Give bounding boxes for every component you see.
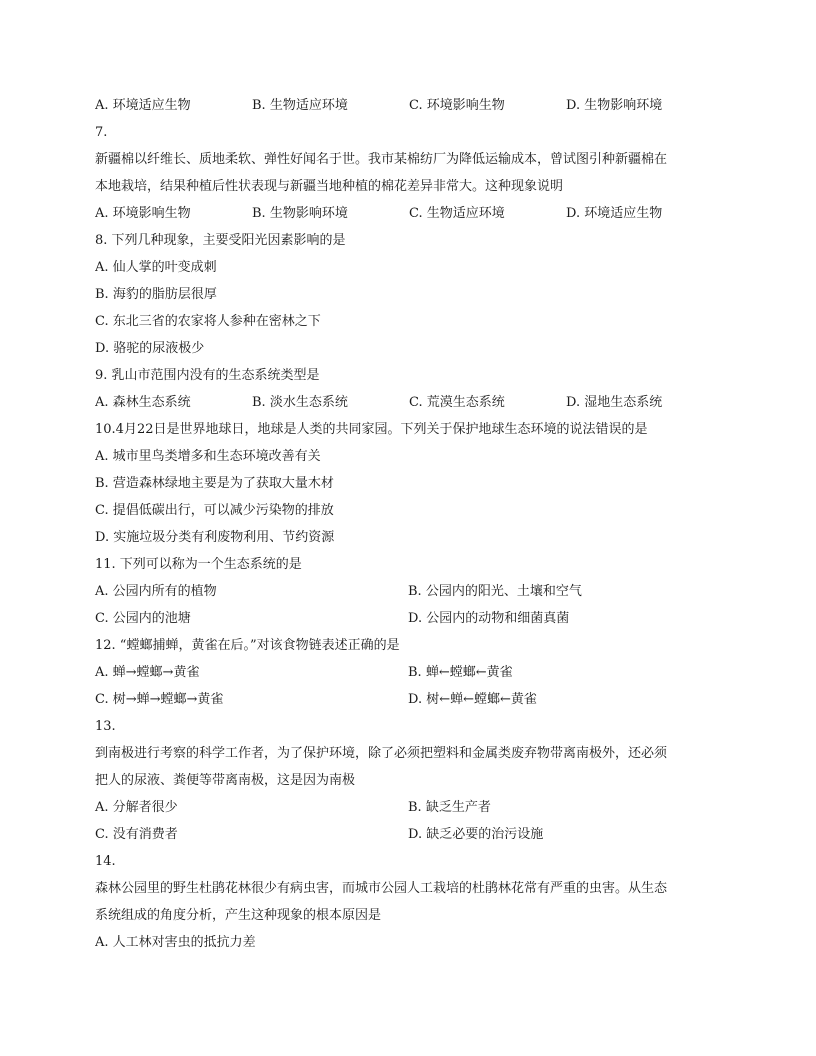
- q8-option-d: D. 骆驼的尿液极少: [95, 341, 205, 356]
- q9-option-a: A. 森林生态系统: [95, 395, 191, 410]
- q12-option-d: D. 树←蝉←螳螂←黄雀: [408, 692, 537, 707]
- q11-option-d: D. 公园内的动物和细菌真菌: [408, 611, 570, 626]
- q14-stem-line-1: 森林公园里的野生杜鹃花林很少有病虫害，而城市公园人工栽培的杜鹃林花常有严重的虫害。从生态: [95, 881, 668, 896]
- q12-option-b: B. 蝉←螳螂←黄雀: [408, 665, 513, 680]
- q8-option-b: B. 海豹的脂肪层很厚: [95, 287, 217, 302]
- exam-page: [95, 92, 725, 956]
- q10-option-d: D. 实施垃圾分类有利废物利用、节约资源: [95, 530, 335, 545]
- q7-option-b: B. 生物影响环境: [252, 206, 348, 221]
- q11-stem: 11. 下列可以称为一个生态系统的是: [95, 557, 302, 572]
- q12-options-row-1: [95, 659, 725, 686]
- q9-option-d: D. 湿地生态系统: [566, 395, 663, 410]
- q6-option-b: B. 生物适应环境: [252, 98, 348, 113]
- q9-stem: 9. 乳山市范围内没有的生态系统类型是: [95, 368, 320, 383]
- q8-option-c: C. 东北三省的农家将人参种在密林之下: [95, 314, 321, 329]
- q9-option-b: B. 淡水生态系统: [252, 395, 348, 410]
- q12-options-row-2: [95, 686, 725, 713]
- q12-option-c: C. 树→蝉→螳螂→黄雀: [95, 692, 224, 707]
- q9-options: [95, 389, 725, 416]
- q11-option-c: C. 公园内的池塘: [95, 611, 191, 626]
- q10-option-b: B. 营造森林绿地主要是为了获取大量木材: [95, 476, 334, 491]
- q14-option-a: A. 人工林对害虫的抵抗力差: [95, 935, 256, 950]
- q13-options-row-1: [95, 794, 725, 821]
- q10-stem: 10.4月22日是世界地球日，地球是人类的共同家园。下列关于保护地球生态环境的说法错误的是: [95, 422, 648, 437]
- q13-stem-line-1: 到南极进行考察的科学工作者，为了保护环境，除了必须把塑料和金属类废弃物带离南极外，还必须: [95, 746, 668, 761]
- q7-options: [95, 200, 725, 227]
- q7-option-d: D. 环境适应生物: [566, 206, 663, 221]
- q14-number: 14.: [95, 854, 116, 869]
- q13-stem-line-2: 把人的尿液、粪便等带离南极，这是因为南极: [95, 773, 356, 788]
- q13-option-d: D. 缺乏必要的治污设施: [408, 827, 544, 842]
- q11-options-row-2: [95, 605, 725, 632]
- q6-option-d: D. 生物影响环境: [566, 98, 663, 113]
- q13-options-row-2: [95, 821, 725, 848]
- q6-options: [95, 92, 725, 119]
- q7-option-c: C. 生物适应环境: [409, 206, 505, 221]
- q7-stem-line-2: 本地栽培，结果种植后性状表现与新疆当地种植的棉花差异非常大。这种现象说明: [95, 179, 564, 194]
- q8-option-a: A. 仙人掌的叶变成刺: [95, 260, 217, 275]
- q10-option-c: C. 提倡低碳出行，可以减少污染物的排放: [95, 503, 334, 518]
- q7-stem-line-1: 新疆棉以纤维长、质地柔软、弹性好闻名于世。我市某棉纺厂为降低运输成本，曾试图引种新疆棉在: [95, 152, 668, 167]
- q7-number: 7.: [95, 125, 108, 140]
- q12-option-a: A. 蝉→螳螂→黄雀: [95, 665, 200, 680]
- q13-option-a: A. 分解者很少: [95, 800, 178, 815]
- q7-option-a: A. 环境影响生物: [95, 206, 191, 221]
- q14-stem-line-2: 系统组成的角度分析，产生这种现象的根本原因是: [95, 908, 382, 923]
- q11-options-row-1: [95, 578, 725, 605]
- q6-option-c: C. 环境影响生物: [409, 98, 505, 113]
- q6-option-a: A. 环境适应生物: [95, 98, 191, 113]
- q12-stem: 12. “螳螂捕蝉，黄雀在后。”对该食物链表述正确的是: [95, 638, 400, 653]
- q11-option-a: A. 公园内所有的植物: [95, 584, 217, 599]
- q11-option-b: B. 公园内的阳光、土壤和空气: [408, 584, 582, 599]
- q10-option-a: A. 城市里鸟类增多和生态环境改善有关: [95, 449, 321, 464]
- q9-option-c: C. 荒漠生态系统: [409, 395, 505, 410]
- q13-number: 13.: [95, 719, 116, 734]
- q13-option-b: B. 缺乏生产者: [408, 800, 491, 815]
- q8-stem: 8. 下列几种现象，主要受阳光因素影响的是: [95, 233, 346, 248]
- q13-option-c: C. 没有消费者: [95, 827, 178, 842]
